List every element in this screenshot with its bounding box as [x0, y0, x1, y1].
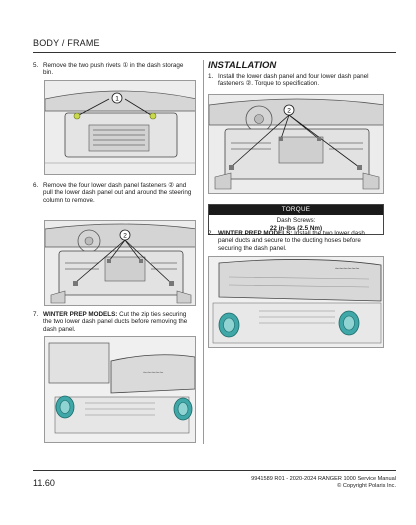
install-dash-illustration	[209, 95, 384, 194]
step-number: 6.	[33, 182, 39, 189]
installation-heading: INSTALLATION	[208, 60, 277, 71]
install-ducts-illustration	[209, 257, 384, 348]
step-text: Remove the two push rivets ① in the dash storage bin.	[43, 62, 184, 77]
copyright: © Copyright Polaris Inc.	[337, 483, 396, 489]
dash-storage-bin-illustration	[45, 81, 196, 175]
fastener-1	[229, 165, 234, 170]
step-number: 1.	[208, 73, 214, 80]
figure-lower-dash-fasteners	[44, 220, 196, 306]
push-rivet-right	[150, 113, 156, 119]
step-bold-label: WINTER PREP MODELS:	[218, 230, 293, 237]
step-text: Install the lower dash panel and four lower dash panel fasteners ②. Torque to specification.	[218, 73, 369, 88]
figure-install-ducts	[208, 256, 384, 348]
fastener-4	[357, 165, 362, 170]
callout-number: 2	[287, 107, 291, 115]
step-bold-label: WINTER PREP MODELS:	[43, 311, 118, 318]
svg-text:~~~~~: ~~~~~	[142, 370, 164, 377]
header-divider	[33, 52, 396, 53]
step-6	[33, 182, 196, 204]
step-text: Install the two lower dash panel ducts and secure to the ducting hoses before securing the dash panel.	[218, 230, 365, 252]
step-number: 5.	[33, 62, 39, 69]
install-step-2	[208, 230, 378, 252]
footer-info	[251, 476, 396, 490]
torque-value: 22 in-lbs (2.5 Nm)	[269, 224, 323, 232]
column-divider	[203, 60, 204, 444]
page-number: 11.60	[33, 478, 55, 488]
section-header: BODY / FRAME	[33, 38, 100, 48]
duct-right	[339, 311, 359, 335]
torque-label: Dash Screws:	[276, 217, 316, 224]
fastener-3	[139, 259, 143, 263]
duct-right	[174, 398, 192, 420]
callout-number: 1	[115, 95, 119, 103]
torque-heading: TORQUE	[209, 205, 383, 215]
fastener-3	[317, 137, 321, 141]
duct-left	[56, 396, 74, 418]
manual-reference: 9941589 R01 - 2020-2024 RANGER 1000 Service Manual	[251, 476, 396, 482]
step-5	[33, 62, 193, 77]
lower-dash-panel-illustration	[45, 221, 196, 306]
step-text: Remove the four lower dash panel fasteners ② and pull the lower dash panel out and around the steering column to remove.	[43, 182, 192, 204]
figure-dash-panel-ducts	[44, 336, 196, 443]
fastener-2	[279, 137, 283, 141]
figure-install-fasteners	[208, 94, 384, 194]
install-step-1	[208, 73, 378, 88]
fastener-4	[169, 281, 174, 286]
push-rivet-left	[74, 113, 80, 119]
figure-dash-storage-bin	[44, 80, 196, 175]
duct-left	[219, 313, 239, 337]
svg-text:~~~~~~: ~~~~~~	[334, 266, 360, 273]
dash-ducts-illustration	[45, 337, 196, 443]
fastener-1	[73, 281, 78, 286]
footer-divider	[33, 470, 396, 471]
step-text: Cut the zip ties securing the two lower dash panel ducts before removing the dash panel.	[43, 311, 188, 333]
fastener-2	[107, 259, 111, 263]
step-number: 2.	[208, 230, 214, 237]
step-7	[33, 311, 196, 333]
step-number: 7.	[33, 311, 39, 318]
callout-number: 2	[123, 232, 127, 240]
